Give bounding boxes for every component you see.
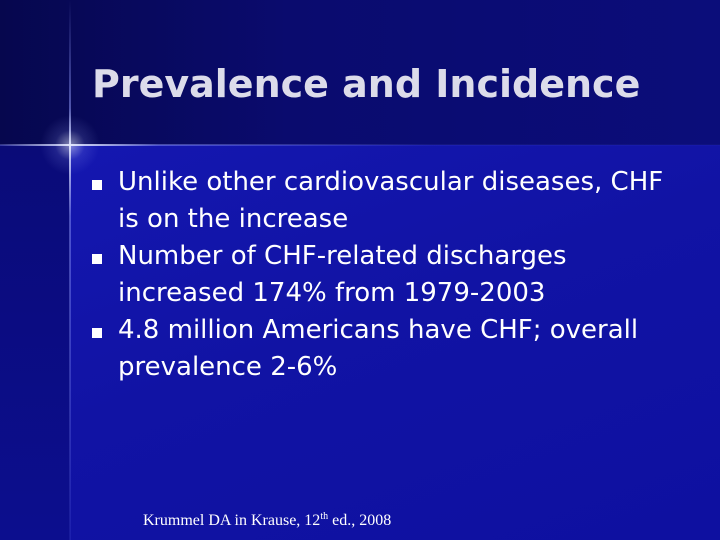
vertical-accent-line <box>69 0 71 540</box>
horizontal-accent-line <box>0 144 720 146</box>
bullet-item <box>92 164 692 238</box>
bullet-item <box>92 238 692 312</box>
bullet-text: Unlike other cardiovascular diseases, CHF is on the increase <box>118 167 664 234</box>
citation-suffix: ed., 2008 <box>328 512 392 529</box>
square-bullet-icon <box>92 180 102 190</box>
square-bullet-icon <box>92 328 102 338</box>
square-bullet-icon <box>92 254 102 264</box>
bullet-text: 4.8 million Americans have CHF; overall prevalence 2-6% <box>118 315 639 382</box>
starburst-glow <box>40 115 100 175</box>
left-band <box>0 145 70 540</box>
citation-superscript: th <box>320 511 329 522</box>
bullet-list <box>92 164 692 386</box>
bullet-item <box>92 312 692 386</box>
slide-title: Prevalence and Incidence <box>92 62 641 106</box>
citation <box>143 511 391 531</box>
bullet-text: Number of CHF-related discharges increased 174% from 1979-2003 <box>118 241 567 308</box>
citation-prefix: Krummel DA in Krause, 12 <box>143 512 321 529</box>
